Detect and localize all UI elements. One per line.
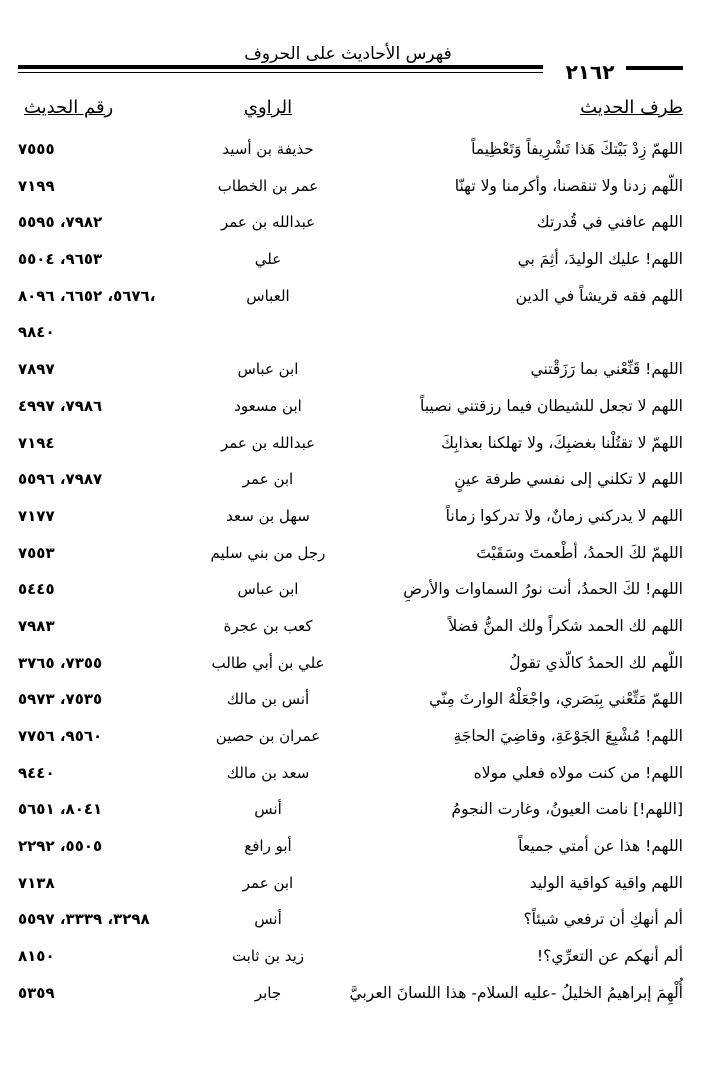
narrator-name: رجل من بني سليم [210, 543, 326, 562]
hadith-text: اللهمّ مَتِّعْني بِبَصَري، واجْعَلْهُ الوارثَ مِنّي [428, 690, 683, 709]
hadith-number: ٧٩٨٣ [18, 616, 55, 635]
page-number: ٢١٦٢ [565, 60, 615, 84]
table-row [18, 467, 683, 504]
hadith-text: اللهمّ لكَ الحمدُ، أطْعمتَ وسَقَيْتَ [476, 543, 683, 562]
table-row [18, 577, 683, 614]
narrator-name: ابن عمر [242, 470, 294, 489]
hadith-text: اللهم لا تكلني إلى نفسي طرفة عينٍ [454, 470, 683, 489]
hadith-number: ٧١٩٤ [18, 433, 55, 452]
table-row [18, 541, 683, 578]
hadith-number: ٣٢٩٨، ٣٣٣٩، ٥٥٩٧ [18, 910, 150, 929]
hadith-number: ٧٩٨٦، ٤٩٩٧ [18, 396, 103, 415]
table-row [18, 761, 683, 798]
narrator-name: سهل بن سعد [226, 506, 310, 525]
hadith-text: ألم أنهكم عن التعرِّي؟! [536, 947, 683, 966]
hadith-text: اللهم لك الحمد شكراً ولك المنُّ فضلاً [448, 616, 683, 635]
narrator-name: ابن مسعود [234, 396, 302, 415]
index-table [18, 137, 683, 1018]
hadith-text: اللهمّ زِدْ بَيْتكَ هَذا تَشْرِيفاً وَتَعْظِيماً [471, 140, 683, 158]
hadith-number: ٩٤٤٠ [18, 763, 55, 782]
table-row [18, 834, 683, 871]
table-row [18, 687, 683, 724]
narrator-name: سعد بن مالك [226, 763, 310, 782]
table-row [18, 357, 683, 394]
table-row [18, 284, 683, 321]
hadith-text: اللّهم زدنا ولا تنقصنا، وأكرمنا ولا تهنّا [454, 176, 683, 195]
hadith-number: ٧٥٣٥، ٥٩٧٣ [18, 690, 103, 709]
hadith-text: اللّهم لك الحمدُ كالّذي تقولُ [509, 653, 683, 672]
narrator-name: كعب بن عجرة [223, 616, 313, 635]
table-row [18, 247, 683, 284]
table-row [18, 614, 683, 651]
hadith-text: اللهم واقية كواقية الوليد [529, 873, 683, 892]
table-row [18, 210, 683, 247]
narrator-name: عبدالله بن عمر [220, 433, 316, 452]
hadith-number: ٨٠٤١، ٥٦٥١ [18, 800, 103, 819]
narrator-name: عمر بن الخطاب [217, 176, 319, 195]
narrator-name: العباس [246, 286, 290, 305]
table-row [18, 797, 683, 834]
narrator-name: أبو رافع [244, 837, 292, 856]
hadith-number: ٨١٥٠ [18, 947, 55, 966]
hadith-number: ٧٥٥٣ [18, 543, 55, 562]
narrator-name: عمران بن حصين [215, 727, 321, 745]
table-row [18, 320, 683, 357]
hadith-number: ٧٩٨٧، ٥٥٩٦ [18, 470, 103, 489]
narrator-name: زيد بن ثابت [231, 947, 305, 966]
hadith-number: ٧٨٩٧ [18, 360, 55, 379]
hadith-number: ٥٣٥٩ [18, 983, 55, 1002]
table-row [18, 431, 683, 468]
hadith-number: ٥٤٤٥ [18, 580, 55, 599]
hadith-text: اللهم عافني في قُدرتك [536, 213, 683, 232]
column-headers [18, 97, 683, 127]
table-row [18, 394, 683, 431]
hadith-text: اللهم! هذا عن أمتي جميعاً [518, 837, 683, 856]
header-rule-right [626, 66, 683, 70]
hadith-number: ٧٥٥٥ [18, 140, 55, 158]
hadith-text: اللهم فقه قريشاً في الدين [515, 286, 683, 305]
hadith-text: اللهم! لكَ الحمدُ، أنت نورُ السماوات والأرضِ [403, 580, 683, 599]
hadith-text: أُلْهِمَ إبراهيمُ الخليلُ -عليه السلام- هذا اللسانَ العربيَّ [349, 983, 683, 1002]
table-row [18, 137, 683, 174]
table-row [18, 724, 683, 761]
hadith-text: اللهم! عليك الوليدَ، أثِمَ بي [517, 250, 683, 269]
narrator-name: علي بن أبي طالب [211, 653, 325, 672]
narrator-name: ابن عباس [237, 360, 299, 379]
hadith-text: اللهم! من كنت مولاه فعلي مولاه [473, 763, 683, 782]
table-row [18, 981, 683, 1018]
hadith-text: ألم أنهكِ أن ترفعي شيئاً؟ [523, 910, 683, 929]
header-rule-thick [18, 65, 543, 69]
hadith-number: ٩٨٤٠ [18, 323, 55, 342]
hadith-number: ٧٩٨٢، ٥٥٩٥ [18, 213, 103, 232]
narrator-name: ابن عباس [237, 580, 299, 599]
hadith-text: اللهمّ لا تقتُلْنا بغضبِكَ، ولا تهلكنا بعذابِكَ [441, 433, 683, 452]
hadith-number: ٥٦٧٦، ٦٦٥٢، ٨٠٩٦، [18, 286, 156, 305]
hadith-text: اللهم! قَنِّعْني بما رَزَقْتني [530, 360, 683, 379]
hadith-number: ٥٥٠٥، ٢٢٩٢ [18, 837, 103, 856]
column-header-rawi: الراوي [243, 97, 293, 118]
narrator-name: أنس بن مالك [226, 690, 310, 709]
hadith-text: [اللهم!] نامت العيونُ، وغارت النجومُ [451, 800, 683, 819]
column-header-hadith: طرف الحديث [580, 97, 683, 118]
hadith-number: ٩٥٦٠، ٧٧٥٦ [18, 727, 103, 745]
narrator-name: جابر [254, 983, 282, 1002]
hadith-text: اللهم لا تجعل للشيطان فيما رزقتني نصيباً [420, 396, 683, 415]
header-rule-thin [18, 72, 543, 73]
table-row [18, 651, 683, 688]
table-row [18, 944, 683, 981]
hadith-number: ٧١٩٩ [18, 176, 55, 195]
page-header [18, 38, 683, 84]
narrator-name: علي [254, 250, 282, 269]
hadith-text: اللهم! مُشْبِعَ الجَوْعَةِ، وقاضِيَ الحاجَةِ [453, 727, 683, 745]
table-row [18, 871, 683, 908]
narrator-name: أنس [254, 800, 282, 819]
page-title: فهرس الأحاديث على الحروف [244, 44, 452, 64]
narrator-name: ابن عمر [242, 873, 294, 892]
narrator-name: حذيفة بن أسيد [222, 140, 314, 158]
hadith-number: ٧١٧٧ [18, 506, 55, 525]
hadith-number: ٩٦٥٣، ٥٥٠٤ [18, 250, 103, 269]
hadith-number: ٧١٣٨ [18, 873, 55, 892]
narrator-name: عبدالله بن عمر [220, 213, 316, 232]
table-row [18, 504, 683, 541]
table-row [18, 174, 683, 211]
narrator-name: أنس [254, 910, 282, 929]
table-row [18, 907, 683, 944]
hadith-number: ٧٣٥٥، ٣٧٦٥ [18, 653, 103, 672]
column-header-number: رقم الحديث [24, 97, 114, 118]
hadith-text: اللهم لا يدركني زمانٌ، ولا تدركوا زماناً [445, 506, 683, 525]
